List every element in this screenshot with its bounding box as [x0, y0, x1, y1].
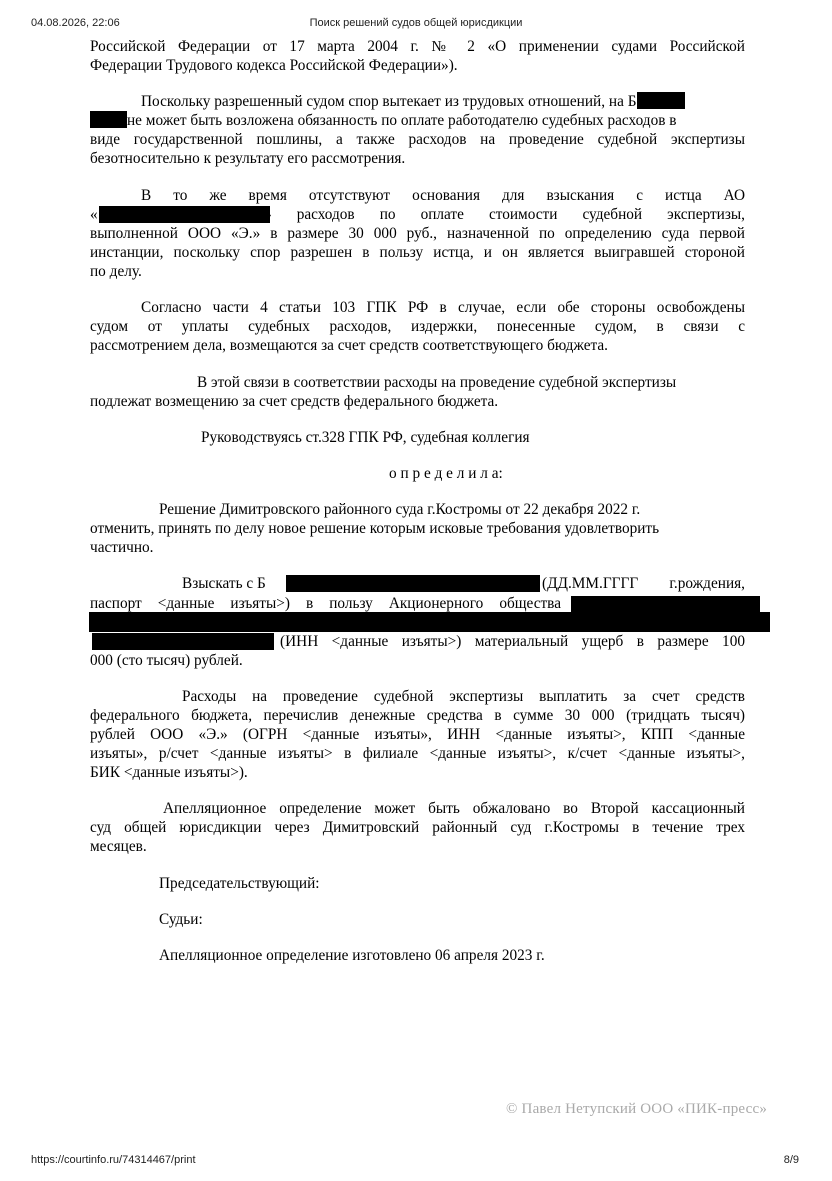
text-line: В этой связи в соответствии расходы на проведение судебной экспертизы [197, 374, 677, 391]
judges-label: Судьи: [159, 911, 203, 928]
redaction-block [286, 575, 540, 592]
page-number: 8/9 [783, 1154, 799, 1166]
text-line: Решение Димитровского районного суда г.Костромы от 22 декабря 2022 г. [159, 501, 641, 518]
text-line: отменить, принять по делу новое решение которым исковые требования удовлетворить [90, 520, 660, 537]
text-line: подлежат возмещению за счет средств федерального бюджета. [90, 393, 499, 410]
text-line: инстанции, поскольку спор разрешен в пользу истца, и он является выигравшей стороной [90, 244, 745, 261]
redaction-block [89, 612, 770, 632]
text-line: федерального бюджета, перечислив денежные средства в сумме 30 000 (тридцать тысяч) [90, 707, 745, 724]
text-line: Руководствуясь ст.328 ГПК РФ, судебная коллегия [201, 429, 530, 446]
text-line: В то же время отсутствуют основания для взыскания с истца АО [141, 187, 745, 204]
text-line: Российской Федерации от 17 марта 2004 г. № 2 «О применении судами Российской [90, 38, 745, 55]
text-line: виде государственной пошлины, а также расходов на проведение судебной экспертизы [90, 131, 745, 148]
text-line: рассмотрением дела, возмещаются за счет средств соответствующего бюджета. [90, 337, 609, 354]
text-line: судом от уплаты судебных расходов, издержки, понесенные судом, в связи с [90, 318, 745, 335]
text-line: Апелляционное определение может быть обжаловано во Второй кассационный [163, 800, 745, 817]
text-line: рублей ООО «Э.» (ОГРН <данные изъяты», ИНН <данные изъяты>, КПП <данные [90, 726, 745, 743]
text-line: (ДД.ММ.ГГГГ г.рождения, [542, 575, 745, 592]
text-line: изъяты», р/счет <данные изъяты> в филиале <данные изъяты>, к/счет <данные изъяты>, [90, 745, 745, 762]
redaction-block [637, 92, 685, 109]
text-line: месяцев. [90, 838, 147, 855]
text-line: (ИНН <данные изъяты>) материальный ущерб в размере 100 [280, 633, 745, 650]
text-line: 000 (сто тысяч) рублей. [90, 652, 243, 669]
text-line: выполненной ООО «Э.» в размере 30 000 руб., назначенной по определению суда первой [90, 225, 745, 242]
redaction-block [99, 206, 270, 223]
text-line: паспорт <данные изъяты>) в пользу Акционерного общества [90, 595, 561, 612]
presiding-judge-label: Председательствующий: [159, 875, 320, 892]
text-line: по делу. [90, 263, 142, 280]
text-line: суд общей юрисдикции через Димитровский районный суд г.Костромы в течение трех [90, 819, 745, 836]
text-line: « [90, 206, 98, 223]
text-line: Взыскать с Б [182, 575, 266, 592]
print-datetime: 04.08.2026, 22:06 [31, 17, 120, 29]
text-line [141, 92, 741, 111]
redaction-block [90, 111, 127, 128]
text-fragment: не может быть возложена обязанность по оплате работодателю судебных расходов в [127, 112, 677, 129]
text-fragment: Поскольку разрешенный судом спор вытекает из трудовых отношений, на Б [141, 93, 637, 110]
text-line: безотносительно к результату его рассмотрения. [90, 150, 406, 167]
redaction-block [92, 633, 274, 650]
print-page-title: Поиск решений судов общей юрисдикции [309, 17, 523, 29]
text-line: частично. [90, 539, 154, 556]
ruling-heading: о п р е д е л и л а: [389, 465, 503, 482]
text-line [90, 111, 745, 130]
print-url: https://courtinfo.ru/74314467/print [31, 1154, 196, 1166]
text-line: Расходы на проведение судебной экспертизы выплатить за счет средств [182, 688, 745, 705]
redaction-block [571, 596, 760, 613]
text-line: » расходов по оплате стоимости судебной экспертизы, [264, 206, 745, 223]
copyright-watermark: © Павел Нетупский ООО «ПИК-пресс» [506, 1101, 768, 1117]
text-line: Федерации Трудового кодекса Российской Федерации»). [90, 57, 458, 74]
text-line: Апелляционное определение изготовлено 06 апреля 2023 г. [159, 947, 545, 964]
text-line: Согласно части 4 статьи 103 ГПК РФ в случае, если обе стороны освобождены [141, 299, 745, 316]
text-line: БИК <данные изъяты>). [90, 764, 248, 781]
